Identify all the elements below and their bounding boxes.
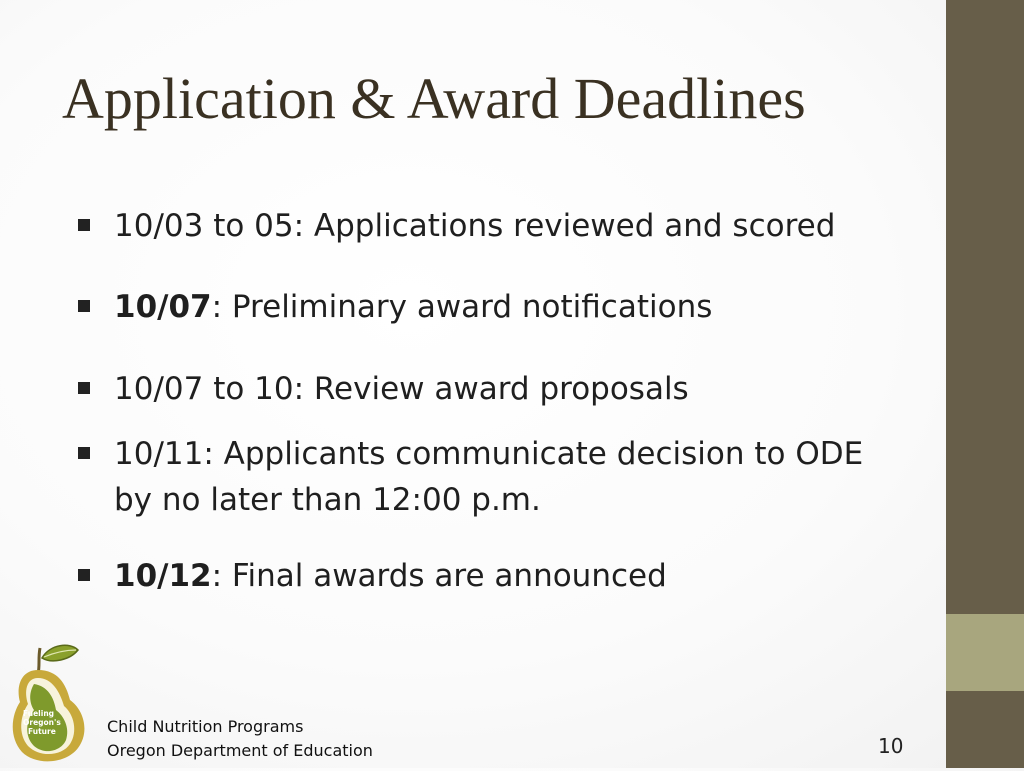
fueling-oregons-future-logo: [4, 640, 96, 766]
sidebar-accent-block: [946, 614, 1024, 691]
square-bullet-icon: [78, 219, 90, 231]
square-bullet-icon: [78, 447, 90, 459]
slide-title: Application & Award Deadlines: [62, 66, 806, 131]
logo-text-line1: Fueling: [23, 709, 55, 718]
bullet-text: : Final awards are announced: [211, 558, 667, 594]
square-bullet-icon: [78, 382, 90, 394]
bullet-text-line1: 10/11: Applicants communicate decision to ODE: [114, 436, 864, 472]
footer-line-1: Child Nutrition Programs: [107, 717, 304, 736]
bullet-text: : Preliminary award notifications: [211, 289, 713, 325]
bullet-item: [114, 431, 914, 523]
bullet-date: 10/07: [114, 289, 212, 325]
page-number: 10: [878, 734, 904, 758]
logo-text-line3: Future: [28, 727, 56, 736]
bullet-date: 10/12: [114, 558, 212, 594]
bullet-text: 10/03 to 05: Applications reviewed and scored: [114, 208, 836, 244]
bullet-text-line2: by no later than 12:00 p.m.: [114, 482, 541, 518]
logo-text-line2: Oregon's: [23, 718, 61, 727]
bullet-text: 10/07 to 10: Review award proposals: [114, 371, 689, 407]
bullet-item: [114, 366, 914, 412]
bullet-item: [114, 553, 914, 599]
bullet-item: [114, 203, 914, 249]
square-bullet-icon: [78, 300, 90, 312]
footer-line-2: Oregon Department of Education: [107, 741, 373, 760]
bullet-item: [114, 284, 914, 330]
square-bullet-icon: [78, 569, 90, 581]
